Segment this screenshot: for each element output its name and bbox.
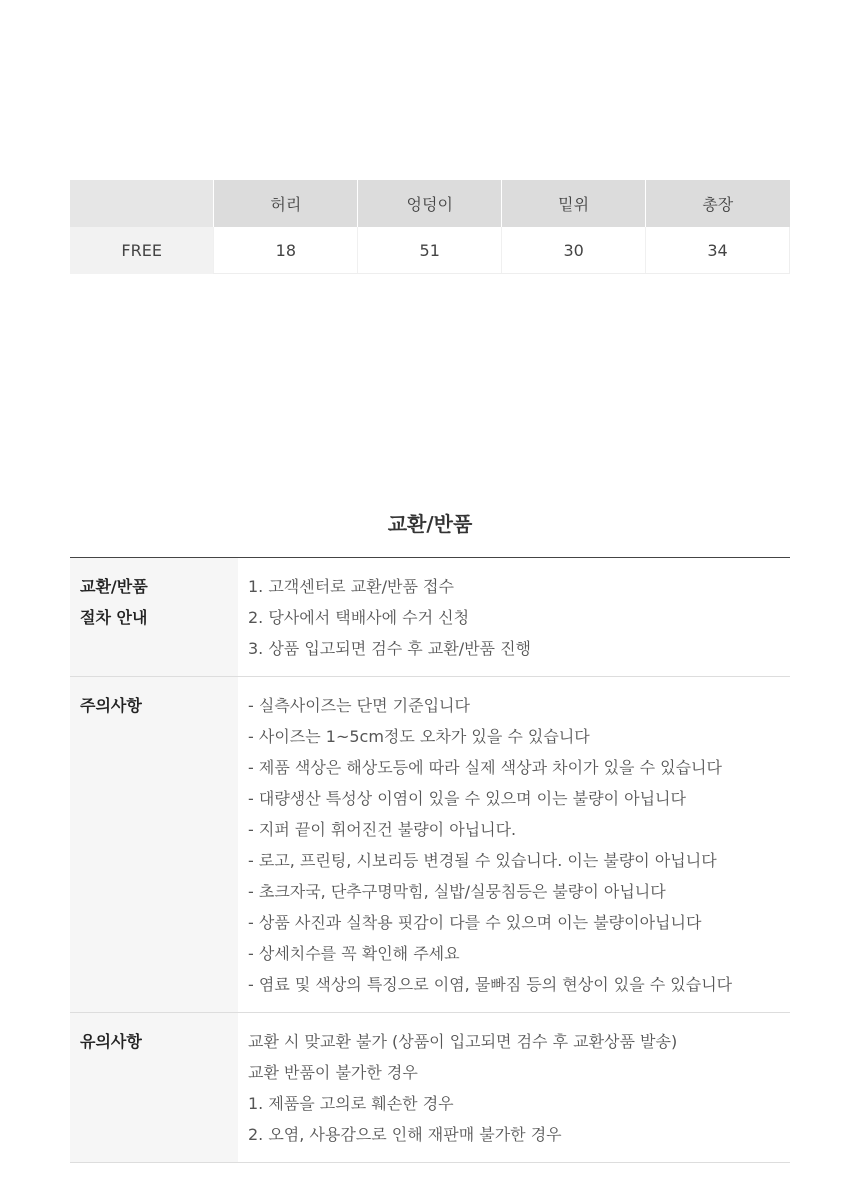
info-line: - 대량생산 특성상 이염이 있을 수 있으며 이는 불량이 아닙니다 xyxy=(248,789,686,808)
size-header-corner xyxy=(70,180,214,227)
info-line: - 로고, 프린팅, 시보리등 변경될 수 있습니다. 이는 불량이 아닙니다 xyxy=(248,851,717,870)
info-heading-line: 절차 안내 xyxy=(80,608,148,627)
size-value-hip: 51 xyxy=(358,227,502,274)
info-row-cautions xyxy=(70,677,790,1013)
info-body-notes xyxy=(238,1013,790,1163)
info-line: 교환 반품이 불가한 경우 xyxy=(248,1063,418,1082)
size-header-rise: 밑위 xyxy=(502,180,646,227)
exchange-info-table xyxy=(70,557,790,1163)
info-line: - 상품 사진과 실착용 핏감이 다를 수 있으며 이는 불량이아닙니다 xyxy=(248,913,702,932)
size-row-label: FREE xyxy=(70,227,214,274)
info-line: 2. 당사에서 택배사에 수거 신청 xyxy=(248,608,470,627)
info-line: 1. 제품을 고의로 훼손한 경우 xyxy=(248,1094,454,1113)
exchange-title: 교환/반품 xyxy=(387,512,473,536)
info-line: - 지퍼 끝이 휘어진건 불량이 아닙니다. xyxy=(248,820,517,839)
info-line: 1. 고객센터로 교환/반품 접수 xyxy=(248,577,454,596)
info-line: - 실측사이즈는 단면 기준입니다 xyxy=(248,696,470,715)
info-line: 2. 오염, 사용감으로 인해 재판매 불가한 경우 xyxy=(248,1125,562,1144)
size-header-waist: 허리 xyxy=(214,180,358,227)
info-line: - 상세치수를 꼭 확인해 주세요 xyxy=(248,944,460,963)
info-heading-line: 유의사항 xyxy=(80,1032,142,1051)
info-line: - 염료 및 색상의 특징으로 이염, 물빠짐 등의 현상이 있을 수 있습니다 xyxy=(248,975,733,994)
size-value-length: 34 xyxy=(646,227,790,274)
info-line: - 초크자국, 단추구명막힘, 실밥/실뭉침등은 불량이 아닙니다 xyxy=(248,882,666,901)
size-header-hip: 엉덩이 xyxy=(358,180,502,227)
size-value-waist: 18 xyxy=(214,227,358,274)
info-body-procedure xyxy=(238,558,790,677)
info-line: 교환 시 맞교환 불가 (상품이 입고되면 검수 후 교환상품 발송) xyxy=(248,1032,678,1051)
size-header-length: 총장 xyxy=(646,180,790,227)
info-line: - 제품 색상은 해상도등에 따라 실제 색상과 차이가 있을 수 있습니다 xyxy=(248,758,722,777)
info-row-procedure xyxy=(70,558,790,677)
size-table xyxy=(70,180,790,274)
info-row-notes xyxy=(70,1013,790,1163)
size-table-row xyxy=(70,227,790,274)
size-value-rise: 30 xyxy=(502,227,646,274)
info-line: - 사이즈는 1~5cm정도 오차가 있을 수 있습니다 xyxy=(248,727,590,746)
info-body-cautions xyxy=(238,677,790,1013)
info-heading-notes xyxy=(70,1013,238,1163)
info-heading-procedure xyxy=(70,558,238,677)
info-heading-line: 교환/반품 xyxy=(80,577,148,596)
info-line: 3. 상품 입고되면 검수 후 교환/반품 진행 xyxy=(248,639,532,658)
info-heading-cautions xyxy=(70,677,238,1013)
info-heading-line: 주의사항 xyxy=(80,696,142,715)
size-table-header-row xyxy=(70,180,790,227)
